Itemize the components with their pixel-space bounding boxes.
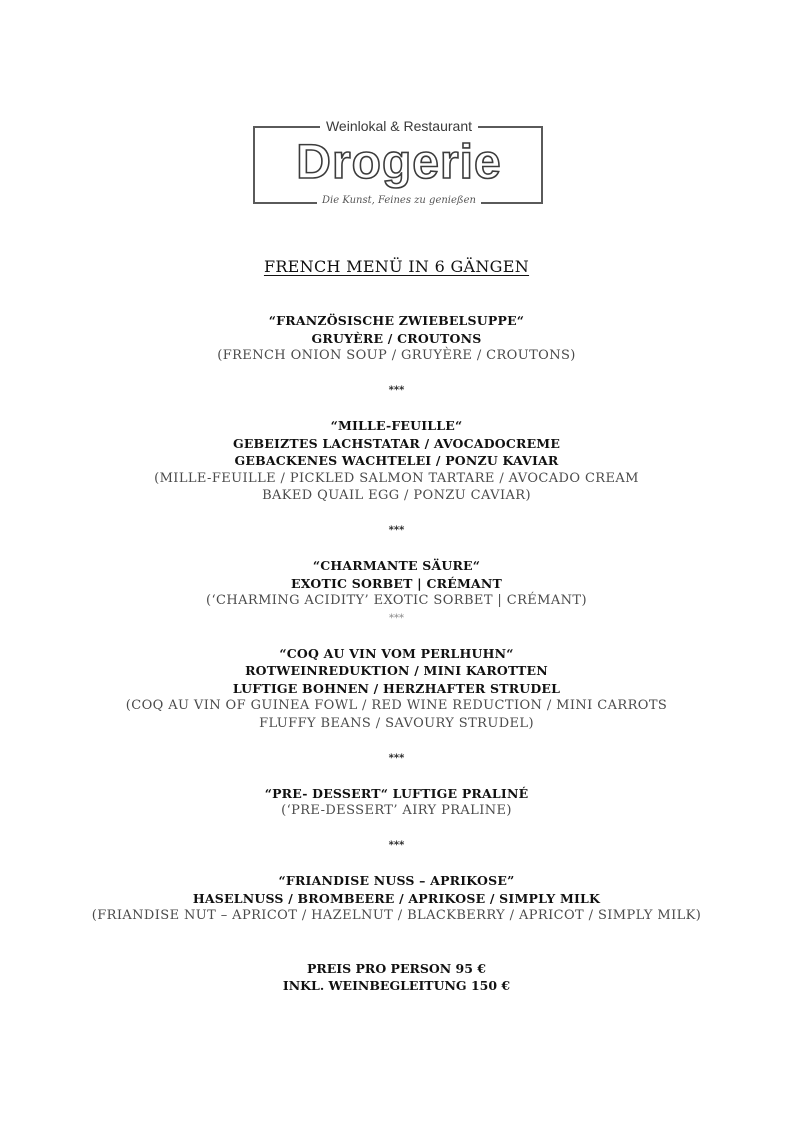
restaurant-logo bbox=[253, 118, 545, 210]
course-5-title: “PRE- DESSERT“ LUFTIGE PRALINÉ bbox=[264, 785, 529, 801]
course-4-title: “COQ AU VIN VOM PERLHUHN“ bbox=[279, 645, 514, 661]
course-separator: *** bbox=[388, 525, 405, 536]
logo-top-text: Weinlokal & Restaurant bbox=[320, 118, 478, 134]
course-1-detail: GRUYÈRE / CROUTONS bbox=[311, 330, 482, 346]
course-1 bbox=[0, 312, 793, 365]
course-1-translation: (FRENCH ONION SOUP / GRUYÈRE / CROUTONS) bbox=[217, 348, 576, 363]
course-4-detail: ROTWEINREDUKTION / MINI KAROTTEN bbox=[245, 663, 548, 678]
price-with-wine: INKL. WEINBEGLEITUNG 150 € bbox=[282, 978, 511, 993]
course-5 bbox=[0, 785, 793, 820]
menu-title: FRENCH MENÜ IN 6 GÄNGEN bbox=[263, 257, 530, 276]
course-6 bbox=[0, 872, 793, 925]
course-4-translation: FLUFFY BEANS / SAVOURY STRUDEL) bbox=[259, 715, 534, 731]
course-separator: *** bbox=[388, 752, 405, 764]
course-6-title: “FRIANDISE NUSS – APRIKOSE” bbox=[278, 873, 515, 888]
course-3-title: “CHARMANTE SÄURE“ bbox=[312, 558, 481, 573]
course-2-title: “MILLE-FEUILLE“ bbox=[330, 418, 463, 433]
course-4 bbox=[0, 645, 793, 733]
course-separator: *** bbox=[389, 612, 404, 624]
course-2 bbox=[0, 417, 793, 505]
course-3-translation: (‘CHARMING ACIDITY’ EXOTIC SORBET | CRÉMANT) bbox=[206, 593, 587, 608]
menu-content bbox=[0, 256, 793, 995]
course-6-translation: (FRIANDISE NUT – APRICOT / HAZELNUT / BLACKBERRY / APRICOT / SIMPLY MILK) bbox=[91, 908, 702, 923]
course-2-translation: (MILLE-FEUILLE / PICKLED SALMON TARTARE / AVOCADO CREAM bbox=[154, 470, 639, 486]
course-2-translation: BAKED QUAIL EGG / PONZU CAVIAR) bbox=[262, 488, 531, 503]
course-4-translation: (COQ AU VIN OF GUINEA FOWL / RED WINE REDUCTION / MINI CARROTS bbox=[125, 698, 668, 713]
course-separator: *** bbox=[388, 385, 405, 396]
course-6-detail: HASELNUSS / BROMBEERE / APRIKOSE / SIMPLY MILK bbox=[192, 890, 601, 906]
course-separator: *** bbox=[388, 840, 405, 851]
course-1-title: “FRANZÖSISCHE ZWIEBELSUPPE“ bbox=[268, 313, 525, 328]
course-3 bbox=[0, 557, 793, 610]
course-4-detail: LUFTIGE BOHNEN / HERZHAFTER STRUDEL bbox=[232, 680, 561, 696]
course-2-detail: GEBACKENES WACHTELEI / PONZU KAVIAR bbox=[234, 453, 559, 468]
course-2-detail: GEBEIZTES LACHSTATAR / AVOCADOCREME bbox=[232, 435, 561, 451]
logo-tagline: Die Kunst, Feines zu genießen bbox=[317, 195, 481, 206]
course-3-detail: EXOTIC SORBET | CRÉMANT bbox=[290, 575, 503, 591]
price-per-person: PREIS PRO PERSON 95 € bbox=[306, 960, 487, 976]
logo-name: Drogerie bbox=[296, 136, 502, 189]
course-5-translation: (‘PRE-DESSERT’ AIRY PRALINE) bbox=[281, 803, 512, 818]
